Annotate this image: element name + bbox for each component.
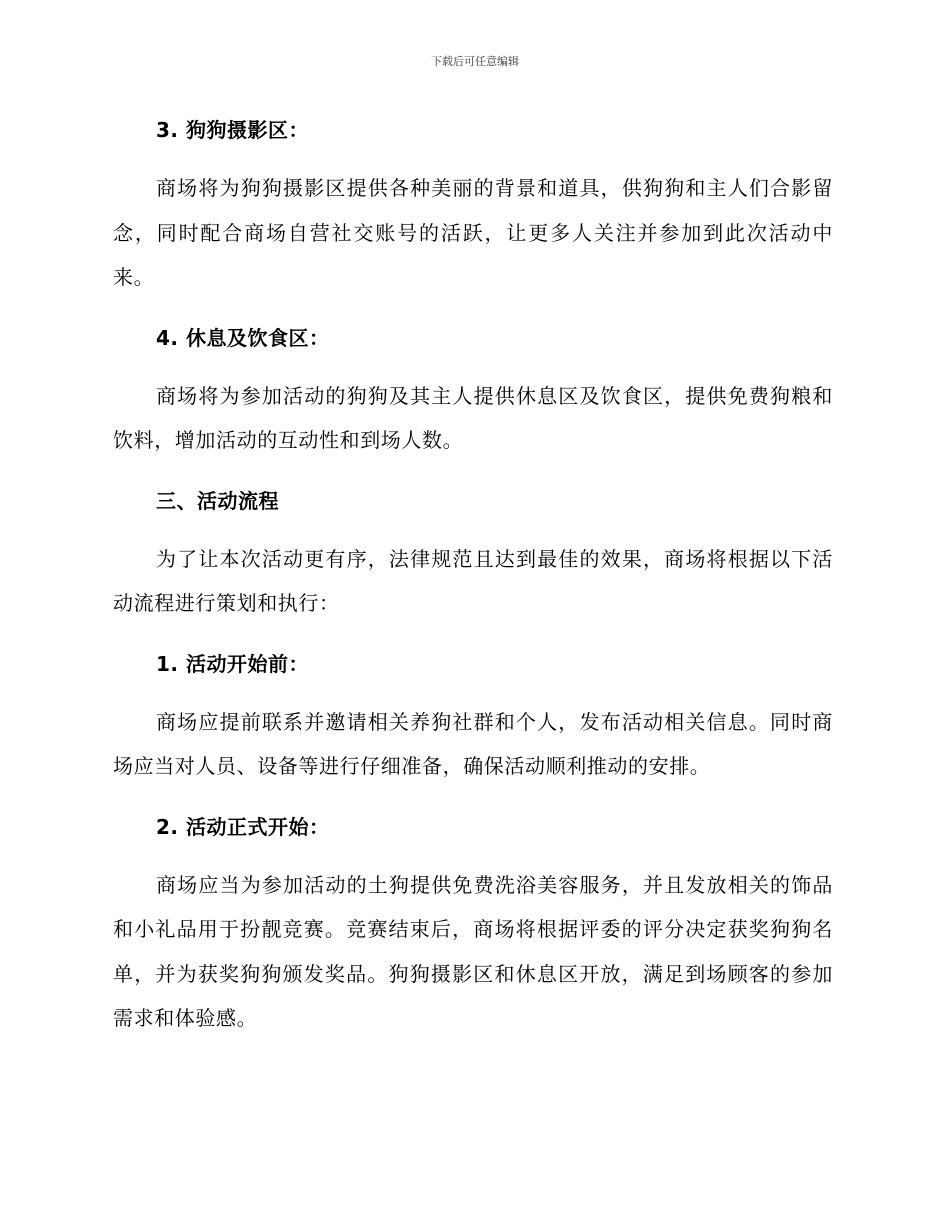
section-heading-rest-area: 4. 休息及饮食区：	[156, 325, 330, 350]
section-heading-photo-area: 3. 狗狗摄影区：	[156, 118, 309, 142]
spacer	[113, 523, 833, 537]
spacer	[113, 152, 833, 166]
paragraph-photo-area: 商场将为狗狗摄影区提供各种美丽的背景和道具，供狗狗和主人们合影留念，同时配合商场自营社交账号的活跃，让更多人关注并参加到此次活动中来。	[113, 176, 833, 289]
spacer	[113, 300, 833, 316]
section-heading-official-start: 2. 活动正式开始：	[156, 814, 330, 839]
spacer	[113, 360, 833, 374]
section-heading-before-start: 1. 活动开始前：	[156, 651, 309, 676]
spacer	[113, 849, 833, 863]
paragraph-official-start: 商场应当为参加活动的土狗提供免费洗浴美容服务，并且发放相关的饰品和小礼品用于扮靓竞赛。竞赛结束后，商场将根据评委的评分决定获奖狗狗名单，并为获奖狗狗颁发奖品。狗狗摄影区和休息区开放，满足到场顾客的参加需求和体验感。	[113, 872, 833, 1030]
paragraph-rest-area: 商场将为参加活动的狗狗及其主人提供休息区及饮食区，提供免费狗粮和饮料，增加活动的互动性和到场人数。	[113, 383, 833, 452]
spacer	[113, 626, 833, 642]
document-body	[113, 108, 833, 1041]
paragraph-before-start: 商场应提前联系并邀请相关养狗社群和个人，发布活动相关信息。同时商场应当对人员、设备等进行仔细准备，确保活动顺利推动的安排。	[113, 709, 833, 778]
paragraph-activity-flow: 为了让本次活动更有序，法律规范且达到最佳的效果，商场将根据以下活动流程进行策划和执行：	[113, 546, 833, 615]
spacer	[113, 463, 833, 479]
section-heading-activity-flow: 三、活动流程	[156, 488, 279, 513]
spacer	[113, 686, 833, 700]
spacer	[113, 789, 833, 805]
page-header: 下载后可任意编辑	[431, 55, 519, 68]
